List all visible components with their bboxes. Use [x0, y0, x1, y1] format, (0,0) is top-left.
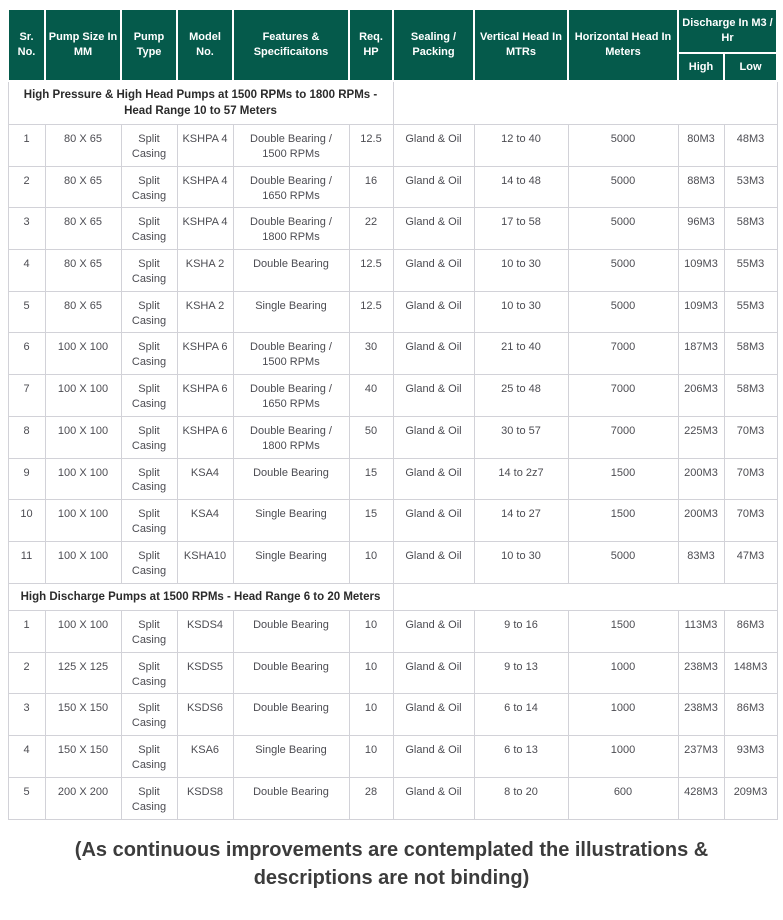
cell-req_hp: 10 [349, 611, 393, 653]
table-row [8, 375, 777, 417]
cell-sealing: Gland & Oil [393, 541, 474, 583]
cell-pump_type: Split Casing [121, 611, 177, 653]
cell-discharge_high: 238M3 [678, 694, 724, 736]
table-row [8, 416, 777, 458]
header-horizontal-head: Horizontal Head In Meters [568, 9, 678, 81]
cell-sealing: Gland & Oil [393, 694, 474, 736]
cell-pump_type: Split Casing [121, 500, 177, 542]
cell-req_hp: 15 [349, 458, 393, 500]
cell-discharge_high: 238M3 [678, 652, 724, 694]
cell-model: KSHA10 [177, 541, 233, 583]
cell-model: KSHPA 6 [177, 375, 233, 417]
cell-discharge_high: 88M3 [678, 166, 724, 208]
cell-model: KSHPA 6 [177, 416, 233, 458]
cell-pump_type: Split Casing [121, 166, 177, 208]
cell-sr: 2 [8, 166, 45, 208]
cell-req_hp: 30 [349, 333, 393, 375]
cell-sr: 1 [8, 611, 45, 653]
pump-spec-table [7, 8, 778, 820]
cell-sr: 4 [8, 736, 45, 778]
cell-pump_type: Split Casing [121, 416, 177, 458]
header-discharge-high: High [678, 53, 724, 81]
cell-discharge_low: 47M3 [724, 541, 777, 583]
cell-discharge_low: 86M3 [724, 694, 777, 736]
cell-horizontal_head: 5000 [568, 166, 678, 208]
cell-sealing: Gland & Oil [393, 333, 474, 375]
table-header [8, 9, 777, 81]
cell-sealing: Gland & Oil [393, 125, 474, 167]
cell-horizontal_head: 5000 [568, 291, 678, 333]
cell-req_hp: 22 [349, 208, 393, 250]
header-model-no: Model No. [177, 9, 233, 81]
cell-pump_type: Split Casing [121, 736, 177, 778]
cell-vertical_head: 21 to 40 [474, 333, 568, 375]
cell-vertical_head: 6 to 13 [474, 736, 568, 778]
cell-model: KSHPA 4 [177, 208, 233, 250]
table-row [8, 291, 777, 333]
cell-req_hp: 15 [349, 500, 393, 542]
table-row [8, 694, 777, 736]
cell-horizontal_head: 5000 [568, 541, 678, 583]
cell-discharge_low: 58M3 [724, 375, 777, 417]
cell-req_hp: 10 [349, 694, 393, 736]
table-row [8, 458, 777, 500]
cell-pump_size: 100 X 100 [45, 541, 121, 583]
cell-features: Double Bearing [233, 611, 349, 653]
cell-model: KSA4 [177, 500, 233, 542]
cell-features: Double Bearing [233, 250, 349, 292]
cell-discharge_low: 148M3 [724, 652, 777, 694]
cell-discharge_low: 48M3 [724, 125, 777, 167]
cell-sealing: Gland & Oil [393, 250, 474, 292]
cell-horizontal_head: 1000 [568, 652, 678, 694]
header-pump-size: Pump Size In MM [45, 9, 121, 81]
cell-vertical_head: 10 to 30 [474, 541, 568, 583]
cell-req_hp: 40 [349, 375, 393, 417]
table-row [8, 541, 777, 583]
cell-discharge_low: 55M3 [724, 250, 777, 292]
cell-discharge_low: 93M3 [724, 736, 777, 778]
cell-sealing: Gland & Oil [393, 166, 474, 208]
cell-pump_size: 80 X 65 [45, 208, 121, 250]
header-discharge-group: Discharge In M3 / Hr [678, 9, 777, 53]
cell-horizontal_head: 7000 [568, 375, 678, 417]
cell-horizontal_head: 1000 [568, 736, 678, 778]
cell-pump_size: 80 X 65 [45, 166, 121, 208]
cell-sr: 6 [8, 333, 45, 375]
cell-features: Double Bearing [233, 777, 349, 819]
cell-discharge_high: 80M3 [678, 125, 724, 167]
cell-sr: 1 [8, 125, 45, 167]
cell-discharge_high: 200M3 [678, 458, 724, 500]
cell-discharge_high: 206M3 [678, 375, 724, 417]
cell-pump_size: 125 X 125 [45, 652, 121, 694]
cell-horizontal_head: 600 [568, 777, 678, 819]
header-pump-type: Pump Type [121, 9, 177, 81]
table-row [8, 500, 777, 542]
cell-discharge_low: 70M3 [724, 416, 777, 458]
cell-discharge_low: 70M3 [724, 500, 777, 542]
cell-horizontal_head: 1000 [568, 694, 678, 736]
cell-req_hp: 12.5 [349, 291, 393, 333]
table-row [8, 125, 777, 167]
cell-sealing: Gland & Oil [393, 458, 474, 500]
cell-req_hp: 50 [349, 416, 393, 458]
cell-pump_type: Split Casing [121, 125, 177, 167]
cell-features: Double Bearing [233, 652, 349, 694]
cell-discharge_low: 58M3 [724, 208, 777, 250]
cell-vertical_head: 10 to 30 [474, 291, 568, 333]
cell-model: KSHA 2 [177, 291, 233, 333]
cell-pump_type: Split Casing [121, 652, 177, 694]
cell-pump_type: Split Casing [121, 777, 177, 819]
cell-horizontal_head: 7000 [568, 416, 678, 458]
cell-discharge_high: 187M3 [678, 333, 724, 375]
cell-sealing: Gland & Oil [393, 208, 474, 250]
header-discharge-low: Low [724, 53, 777, 81]
cell-model: KSHA 2 [177, 250, 233, 292]
cell-discharge_low: 53M3 [724, 166, 777, 208]
cell-pump_type: Split Casing [121, 458, 177, 500]
cell-sr: 5 [8, 291, 45, 333]
header-sr-no: Sr. No. [8, 9, 45, 81]
cell-pump_type: Split Casing [121, 541, 177, 583]
table-row [8, 652, 777, 694]
cell-vertical_head: 12 to 40 [474, 125, 568, 167]
cell-req_hp: 16 [349, 166, 393, 208]
section-header-row [8, 81, 777, 125]
cell-discharge_high: 237M3 [678, 736, 724, 778]
cell-sr: 3 [8, 208, 45, 250]
cell-pump_size: 150 X 150 [45, 736, 121, 778]
disclaimer-note: (As continuous improvements are contemplated the illustrations & descriptions are not binding) [74, 838, 709, 889]
cell-sr: 4 [8, 250, 45, 292]
cell-features: Double Bearing / 1800 RPMs [233, 416, 349, 458]
table-row [8, 250, 777, 292]
cell-vertical_head: 10 to 30 [474, 250, 568, 292]
cell-features: Single Bearing [233, 291, 349, 333]
cell-pump_size: 100 X 100 [45, 416, 121, 458]
cell-vertical_head: 14 to 2z7 [474, 458, 568, 500]
cell-horizontal_head: 1500 [568, 611, 678, 653]
cell-discharge_high: 200M3 [678, 500, 724, 542]
cell-features: Single Bearing [233, 500, 349, 542]
cell-sr: 5 [8, 777, 45, 819]
cell-model: KSA6 [177, 736, 233, 778]
table-body [8, 81, 777, 819]
cell-features: Double Bearing [233, 458, 349, 500]
cell-sr: 9 [8, 458, 45, 500]
cell-model: KSHPA 4 [177, 166, 233, 208]
cell-vertical_head: 14 to 48 [474, 166, 568, 208]
cell-discharge_high: 96M3 [678, 208, 724, 250]
header-features: Features & Specificaitons [233, 9, 349, 81]
cell-discharge_low: 55M3 [724, 291, 777, 333]
cell-discharge_low: 86M3 [724, 611, 777, 653]
cell-features: Double Bearing / 1500 RPMs [233, 333, 349, 375]
table-row [8, 736, 777, 778]
cell-features: Double Bearing / 1800 RPMs [233, 208, 349, 250]
section-title: High Discharge Pumps at 1500 RPMs - Head Range 6 to 20 Meters [8, 583, 393, 611]
cell-req_hp: 12.5 [349, 125, 393, 167]
cell-sr: 7 [8, 375, 45, 417]
cell-model: KSDS4 [177, 611, 233, 653]
cell-model: KSA4 [177, 458, 233, 500]
header-sealing: Sealing / Packing [393, 9, 474, 81]
cell-sealing: Gland & Oil [393, 500, 474, 542]
table-row [8, 166, 777, 208]
cell-model: KSDS8 [177, 777, 233, 819]
cell-pump_type: Split Casing [121, 694, 177, 736]
cell-vertical_head: 9 to 13 [474, 652, 568, 694]
header-req-hp: Req. HP [349, 9, 393, 81]
cell-discharge_low: 58M3 [724, 333, 777, 375]
cell-req_hp: 28 [349, 777, 393, 819]
table-row [8, 333, 777, 375]
cell-horizontal_head: 5000 [568, 250, 678, 292]
cell-sealing: Gland & Oil [393, 416, 474, 458]
table-row [8, 611, 777, 653]
cell-req_hp: 12.5 [349, 250, 393, 292]
cell-discharge_low: 70M3 [724, 458, 777, 500]
cell-pump_size: 100 X 100 [45, 611, 121, 653]
cell-discharge_high: 109M3 [678, 250, 724, 292]
cell-model: KSDS6 [177, 694, 233, 736]
cell-pump_type: Split Casing [121, 375, 177, 417]
cell-pump_type: Split Casing [121, 291, 177, 333]
cell-discharge_high: 225M3 [678, 416, 724, 458]
section-header-row [8, 583, 777, 611]
cell-pump_type: Split Casing [121, 333, 177, 375]
cell-vertical_head: 9 to 16 [474, 611, 568, 653]
cell-horizontal_head: 5000 [568, 125, 678, 167]
cell-sr: 2 [8, 652, 45, 694]
cell-req_hp: 10 [349, 652, 393, 694]
cell-model: KSDS5 [177, 652, 233, 694]
cell-pump_size: 100 X 100 [45, 500, 121, 542]
cell-pump_size: 150 X 150 [45, 694, 121, 736]
cell-features: Double Bearing / 1650 RPMs [233, 375, 349, 417]
cell-pump_size: 80 X 65 [45, 125, 121, 167]
cell-pump_size: 100 X 100 [45, 375, 121, 417]
cell-sealing: Gland & Oil [393, 291, 474, 333]
section-title: High Pressure & High Head Pumps at 1500 RPMs to 1800 RPMs - Head Range 10 to 57 Meters [8, 81, 393, 125]
cell-model: KSHPA 6 [177, 333, 233, 375]
cell-sealing: Gland & Oil [393, 375, 474, 417]
cell-pump_type: Split Casing [121, 250, 177, 292]
cell-pump_size: 80 X 65 [45, 250, 121, 292]
cell-features: Single Bearing [233, 541, 349, 583]
cell-sealing: Gland & Oil [393, 736, 474, 778]
cell-vertical_head: 14 to 27 [474, 500, 568, 542]
cell-sr: 10 [8, 500, 45, 542]
cell-vertical_head: 25 to 48 [474, 375, 568, 417]
cell-horizontal_head: 1500 [568, 500, 678, 542]
cell-sealing: Gland & Oil [393, 777, 474, 819]
cell-features: Double Bearing [233, 694, 349, 736]
cell-sr: 8 [8, 416, 45, 458]
cell-pump_size: 100 X 100 [45, 458, 121, 500]
cell-features: Double Bearing / 1650 RPMs [233, 166, 349, 208]
cell-pump_type: Split Casing [121, 208, 177, 250]
cell-discharge_high: 109M3 [678, 291, 724, 333]
cell-horizontal_head: 7000 [568, 333, 678, 375]
cell-discharge_high: 113M3 [678, 611, 724, 653]
cell-sealing: Gland & Oil [393, 611, 474, 653]
cell-discharge_low: 209M3 [724, 777, 777, 819]
cell-sr: 11 [8, 541, 45, 583]
cell-model: KSHPA 4 [177, 125, 233, 167]
cell-pump_size: 200 X 200 [45, 777, 121, 819]
cell-horizontal_head: 5000 [568, 208, 678, 250]
cell-sealing: Gland & Oil [393, 652, 474, 694]
cell-req_hp: 10 [349, 541, 393, 583]
cell-discharge_high: 83M3 [678, 541, 724, 583]
header-vertical-head: Vertical Head In MTRs [474, 9, 568, 81]
cell-horizontal_head: 1500 [568, 458, 678, 500]
cell-features: Double Bearing / 1500 RPMs [233, 125, 349, 167]
section-title-spacer [393, 583, 777, 611]
cell-features: Single Bearing [233, 736, 349, 778]
table-row [8, 208, 777, 250]
cell-pump_size: 100 X 100 [45, 333, 121, 375]
section-title-spacer [393, 81, 777, 125]
cell-sr: 3 [8, 694, 45, 736]
cell-discharge_high: 428M3 [678, 777, 724, 819]
cell-vertical_head: 17 to 58 [474, 208, 568, 250]
cell-pump_size: 80 X 65 [45, 291, 121, 333]
cell-req_hp: 10 [349, 736, 393, 778]
cell-vertical_head: 30 to 57 [474, 416, 568, 458]
cell-vertical_head: 6 to 14 [474, 694, 568, 736]
cell-vertical_head: 8 to 20 [474, 777, 568, 819]
